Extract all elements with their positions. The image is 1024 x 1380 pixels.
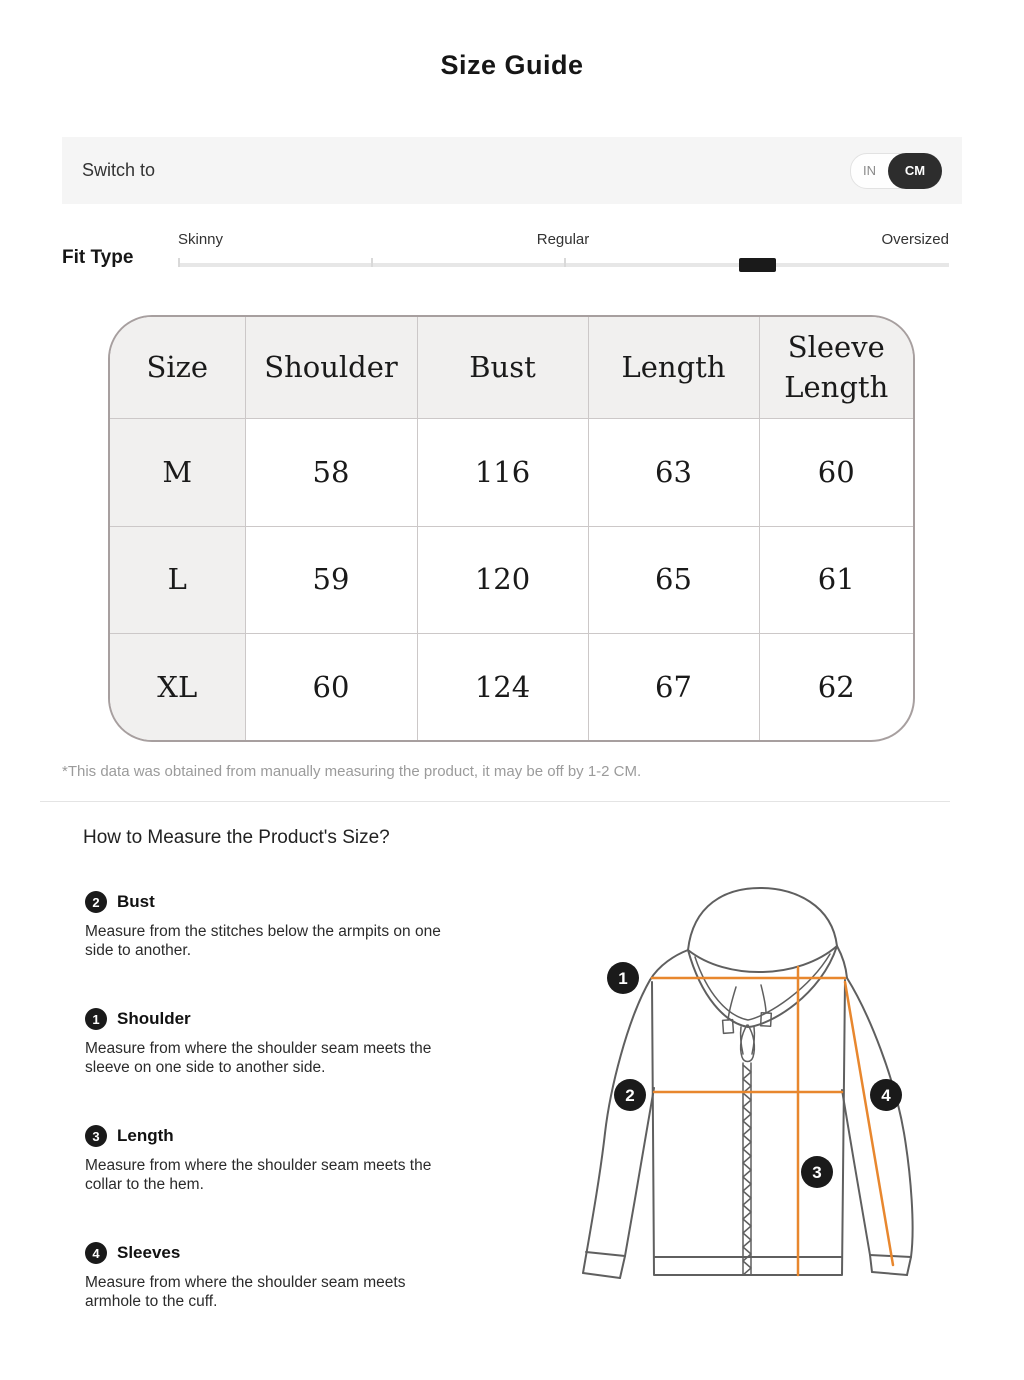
size-table-cell: 67 <box>588 634 759 740</box>
fit-track-tick <box>564 258 566 267</box>
diagram-marker-2 <box>614 1079 646 1111</box>
measure-step-bust <box>85 891 460 961</box>
size-table-row-m <box>110 419 913 527</box>
size-table-cell: 59 <box>245 526 417 634</box>
size-table <box>108 315 915 742</box>
size-table-cell: M <box>110 419 245 527</box>
measure-step-sleeves <box>85 1242 460 1312</box>
measure-step-shoulder <box>85 1008 460 1078</box>
measurement-disclaimer: *This data was obtained from manually measuring the product, it may be off by 1-2 CM. <box>62 763 642 780</box>
svg-text:3: 3 <box>812 1163 822 1182</box>
size-table-row-xl <box>110 634 913 740</box>
step-1-badge: 1 <box>85 1008 107 1030</box>
size-table-cell: 120 <box>417 526 588 634</box>
step-title: Sleeves <box>117 1243 181 1262</box>
step-title: Shoulder <box>117 1009 191 1028</box>
size-table-cell: XL <box>110 634 245 740</box>
svg-text:2: 2 <box>625 1086 635 1105</box>
size-table-cell: 124 <box>417 634 588 740</box>
step-description: Measure from the stitches below the armpits on one side to another. <box>85 923 441 960</box>
fit-option-oversized: Oversized <box>881 231 949 248</box>
step-description: Measure from where the shoulder seam meets the collar to the hem. <box>85 1157 432 1194</box>
step-3-badge: 3 <box>85 1125 107 1147</box>
step-description: Measure from where the shoulder seam meets the sleeve on one side to another side. <box>85 1040 432 1077</box>
section-divider <box>40 801 950 802</box>
fit-option-skinny: Skinny <box>178 231 224 248</box>
size-table-header-cell: Shoulder <box>245 317 417 419</box>
page-title: Size Guide <box>440 50 584 80</box>
fit-option-regular: Regular <box>536 231 590 248</box>
unit-option-cm[interactable]: CM <box>888 153 942 189</box>
size-table-cell: L <box>110 526 245 634</box>
step-4-badge: 4 <box>85 1242 107 1264</box>
step-title: Length <box>117 1126 174 1145</box>
size-table-header-cell: Size <box>110 317 245 419</box>
fit-type-track <box>178 263 949 267</box>
size-table-cell: 58 <box>245 419 417 527</box>
hoodie-illustration <box>555 875 1015 1295</box>
size-table-header-cell: Sleeve Length <box>759 317 913 419</box>
measure-step-length <box>85 1125 460 1195</box>
size-table-cell: 65 <box>588 526 759 634</box>
fit-type-indicator <box>739 258 776 272</box>
step-description: Measure from where the shoulder seam meets armhole to the cuff. <box>85 1274 406 1311</box>
size-table-header-cell: Bust <box>417 317 588 419</box>
size-table-cell: 62 <box>759 634 913 740</box>
diagram-marker-1 <box>607 962 639 994</box>
svg-text:1: 1 <box>618 969 628 988</box>
size-table-cell: 63 <box>588 419 759 527</box>
diagram-marker-3 <box>801 1156 833 1188</box>
diagram-marker-4 <box>870 1079 902 1111</box>
step-2-badge: 2 <box>85 891 107 913</box>
size-table-row-l <box>110 526 913 634</box>
unit-switch-bar <box>62 137 962 204</box>
size-table-cell: 60 <box>245 634 417 740</box>
sleeve-measure-line <box>845 982 893 1265</box>
how-to-measure-heading: How to Measure the Product's Size? <box>83 827 390 848</box>
size-table-cell: 116 <box>417 419 588 527</box>
fit-track-tick <box>371 258 373 267</box>
size-table-header-cell: Length <box>588 317 759 419</box>
fit-track-tick <box>178 258 180 267</box>
unit-toggle[interactable] <box>850 153 942 189</box>
fit-type-label: Fit Type <box>62 247 134 268</box>
size-table-cell: 60 <box>759 419 913 527</box>
size-table-cell: 61 <box>759 526 913 634</box>
svg-text:4: 4 <box>881 1086 891 1105</box>
switch-to-label: Switch to <box>82 160 156 180</box>
unit-option-in[interactable]: IN <box>863 163 876 178</box>
step-title: Bust <box>117 892 155 911</box>
size-table-header-row <box>110 317 913 419</box>
measurement-diagram <box>555 875 1015 1295</box>
